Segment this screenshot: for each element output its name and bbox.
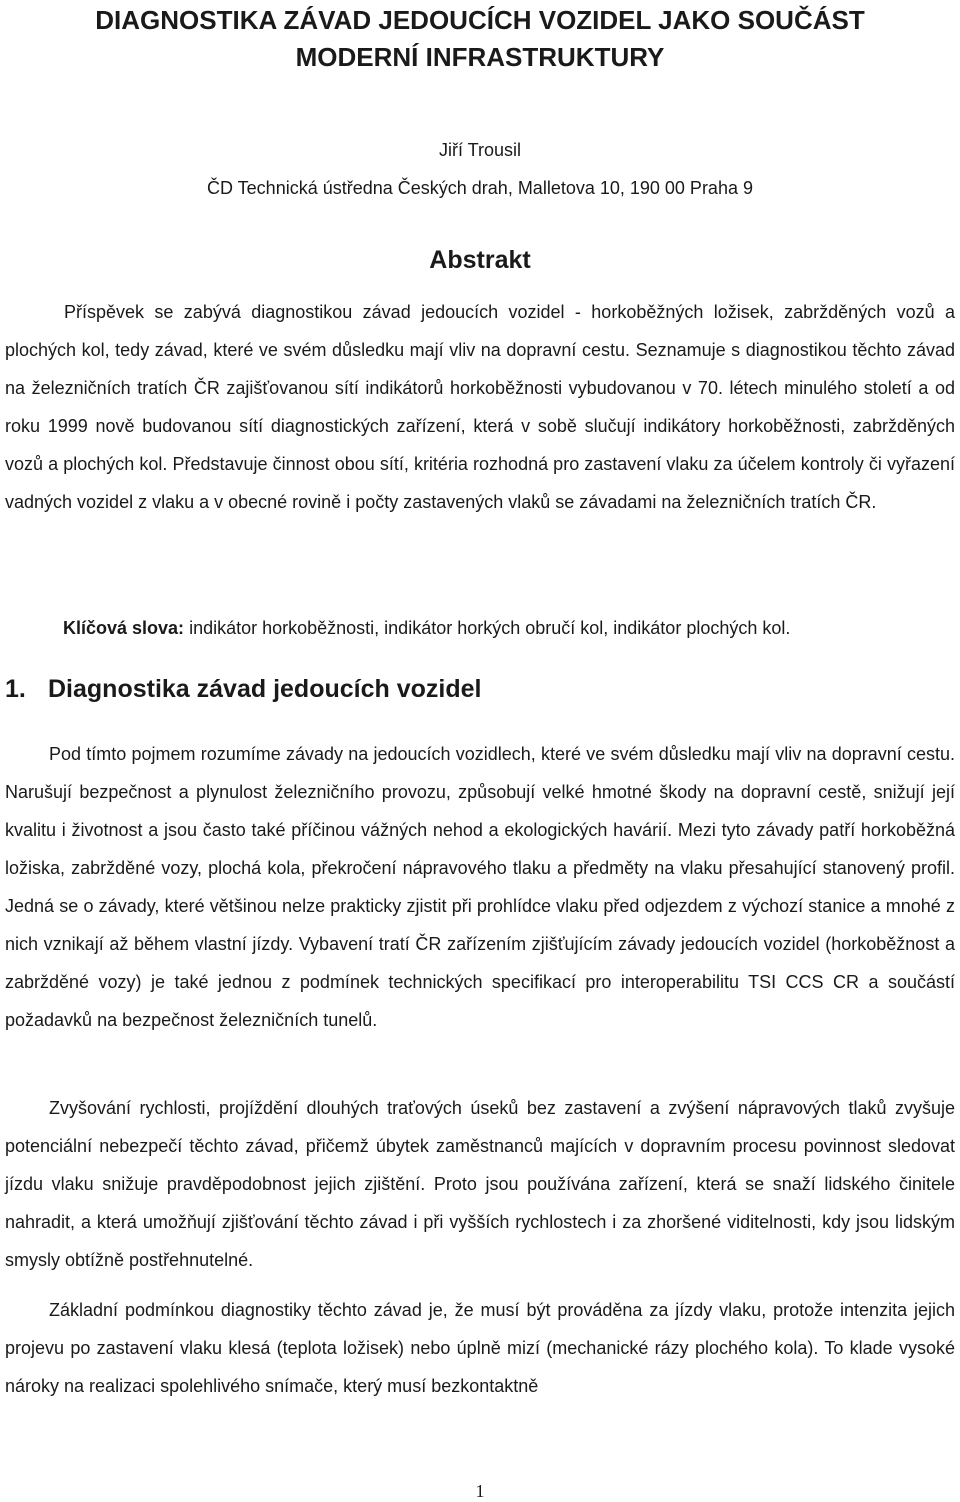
author-affiliation: ČD Technická ústředna Českých drah, Malletova 10, 190 00 Praha 9 (207, 178, 753, 198)
body-paragraph: Základní podmínkou diagnostiky těchto závad je, že musí být prováděna za jízdy vlaku, protože intenzita jejich projevu po zastavení vlaku klesá (teplota ložisek) nebo úplně mizí (mechanické rázy plochého kola). To klade vysoké nároky na realizaci spolehlivého snímače, který musí bezkontaktně (5, 1300, 955, 1396)
page-number: 1 (475, 1481, 485, 1501)
abstract-heading: Abstrakt (429, 246, 531, 274)
section-number: 1. (5, 675, 26, 703)
section-title: Diagnostika závad jedoucích vozidel (48, 675, 482, 703)
paper-title-line-1: DIAGNOSTIKA ZÁVAD JEDOUCÍCH VOZIDEL JAKO SOUČÁST (95, 5, 865, 35)
paper-title-line-2: MODERNÍ INFRASTRUKTURY (295, 42, 665, 72)
author-name: Jiří Trousil (438, 140, 521, 160)
keywords-text: indikátor horkoběžnosti, indikátor horkých obručí kol, indikátor plochých kol. (184, 618, 791, 638)
body-paragraph: Zvyšování rychlosti, projíždění dlouhých traťových úseků bez zastavení a zvýšení nápravových tlaků zvyšuje potenciální nebezpečí těchto závad, přičemž úbytek zaměstnanců majících v dopravním procesu povinnost sledovat jízdu vlaku snižuje pravděpodobnost jejich zjištění. Proto jsou používána zařízení, která se snaží lidského činitele nahradit, a která umožňují zjišťování těchto závad i při vyšších rychlostech i za zhoršené viditelnosti, kdy jsou lidským smysly obtížně postřehnutelné. (5, 1098, 955, 1270)
paper-title (0, 2, 960, 76)
body-paragraph: Pod tímto pojmem rozumíme závady na jedoucích vozidlech, které ve svém důsledku mají vliv na dopravní cestu. Narušují bezpečnost a plynulost železničního provozu, způsobují velké hmotné škody na dopravní cestě, snižují její kvalitu i životnost a jsou často také příčinou vážných nehod a ekologických havárií. Mezi tyto závady patří horkoběžná ložiska, zabržděné vozy, plochá kola, překročení nápravového tlaku a předměty na vlaku přesahující stanovený profil. Jedná se o závady, které většinou nelze prakticky zjistit při prohlídce vlaku před odjezdem z výchozí stanice a mnohé z nich vznikají až během vlastní jízdy. Vybavení tratí ČR zařízením zjišťujícím závady jedoucích vozidel (horkoběžnost a zabržděné vozy) je také jednou z podmínek technických specifikací pro interoperabilitu TSI CCS CR a součástí požadavků na bezpečnost železničních tunelů. (5, 744, 955, 1030)
section-heading (5, 672, 481, 706)
keywords (63, 609, 790, 647)
keywords-label: Klíčová slova: (63, 618, 185, 638)
abstract-text: Příspěvek se zabývá diagnostikou závad jedoucích vozidel - horkoběžných ložisek, zabržděných vozů a plochých kol, tedy závad, které ve svém důsledku mají vliv na dopravní cestu. Seznamuje s diagnostikou těchto závad na železničních tratích ČR zajišťovanou sítí indikátorů horkoběžnosti vybudovanou v 70. létech minulého století a od roku 1999 nově budovanou sítí diagnostických zařízení, která v sobě slučují indikátory horkoběžnosti, zabržděných vozů a plochých kol. Představuje činnost obou sítí, kritéria rozhodná pro zastavení vlaku za účelem kontroly či vyřazení vadných vozidel z vlaku a v obecné rovině i počty zastavených vlaků se závadami na železničních tratích ČR. (5, 302, 955, 512)
